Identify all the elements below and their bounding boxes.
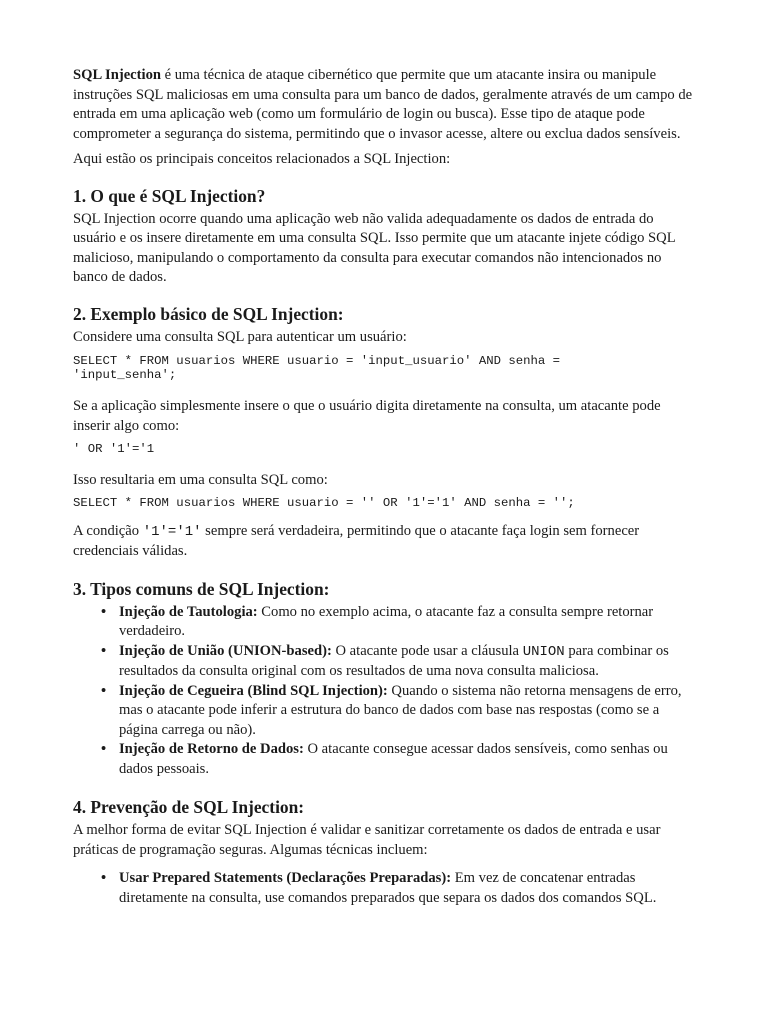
section-3-list <box>73 603 698 780</box>
list-item-blind <box>101 682 698 741</box>
section-1-heading: 1. O que é SQL Injection? <box>73 185 266 206</box>
document-page <box>73 66 698 908</box>
list-item-text: Como no exemplo acima, o atacante faz a consulta sempre retornar verdadeiro. <box>119 603 654 639</box>
list-item-tautology <box>101 603 698 642</box>
bullet: • <box>101 642 107 659</box>
list-item-union <box>101 642 698 682</box>
bullet: • <box>101 682 107 699</box>
list-item-text: Quando o sistema não retorna mensagens de erro, mas o atacante pode inferir a estrutura do banco de dados com base nas respostas (como se a página carrega ou não). <box>119 682 682 738</box>
intro-text: é uma técnica de ataque cibernético que permite que um atacante insira ou manipule instruções SQL maliciosas em uma consulta para um banco de dados, geralmente através de um campo de entrada em uma aplicação web (como um formulário de login ou busca). Esse tipo de ataque pode comprometer a segurança do sistema, permitindo que o invasor acesse, altere ou exclua dados sensíveis. <box>73 67 693 142</box>
intro-term: SQL Injection <box>73 67 161 83</box>
list-item-prepared-statements <box>101 869 698 908</box>
section-2-result-intro: Isso resultaria em uma consulta SQL como: <box>73 472 328 488</box>
section-2-heading: 2. Exemplo básico de SQL Injection: <box>73 303 344 324</box>
bullet: • <box>101 741 107 757</box>
intro-paragraph <box>73 66 698 144</box>
list-item-title: Injeção de Retorno de Dados: <box>119 741 304 757</box>
section-2-explanation: Se a aplicação simplesmente insere o que o usuário digita diretamente na consulta, um atacante pode inserir algo como: <box>73 398 661 434</box>
section-4-text: A melhor forma de evitar SQL Injection é validar e sanitizar corretamente os dados de entrada e usar práticas de programação seguras. Algumas técnicas incluem: <box>73 822 661 858</box>
inline-code-union: UNION <box>522 643 565 660</box>
section-2-conclusion <box>73 522 698 562</box>
section-4-list <box>73 869 698 908</box>
list-item-title: Injeção de Tautologia: <box>119 603 258 620</box>
inline-code-condition: '1'='1' <box>142 523 202 540</box>
bullet: • <box>101 603 107 620</box>
conclusion-post: sempre será verdadeira, permitindo que o atacante faça login sem fornecer credenciais válidas. <box>73 522 640 559</box>
list-item-text: O atacante pode usar a cláusula <box>331 642 523 659</box>
list-item-title: Injeção de União (UNION-based): <box>119 642 332 659</box>
bullet: • <box>101 870 107 886</box>
code-block-result: SELECT * FROM usuarios WHERE usuario = '' OR '1'='1' AND senha = ''; <box>73 495 575 510</box>
list-item-title: Injeção de Cegueira (Blind SQL Injection): <box>119 682 388 699</box>
section-1-text: SQL Injection ocorre quando uma aplicação web não valida adequadamente os dados de entrada do usuário e os insere diretamente em uma consulta SQL. Isso permite que um atacante injete código SQL malicioso, manipulando o comportamento da consulta para executar comandos não intencionados no banco de dados. <box>73 210 676 285</box>
section-4-heading: 4. Prevenção de SQL Injection: <box>73 797 305 817</box>
list-item-text: Em vez de concatenar entradas diretamente na consulta, use comandos preparados que separa os dados dos comandos SQL. <box>119 870 657 906</box>
section-2-intro: Considere uma consulta SQL para autenticar um usuário: <box>73 328 407 345</box>
code-block-payload: ' OR '1'='1 <box>73 442 155 456</box>
list-item-data-return <box>101 740 698 779</box>
list-item-text: O atacante consegue acessar dados sensíveis, como senhas ou dados pessoais. <box>119 741 668 777</box>
conclusion-pre: A condição <box>73 522 143 539</box>
list-item-title: Usar Prepared Statements (Declarações Preparadas): <box>119 870 452 886</box>
intro-lead: Aqui estão os principais conceitos relacionados a SQL Injection: <box>73 151 451 167</box>
list-item-text: para combinar os resultados da consulta original com os resultados de uma nova consulta maliciosa. <box>119 642 669 679</box>
section-3-heading: 3. Tipos comuns de SQL Injection: <box>73 578 330 599</box>
code-block-query: SELECT * FROM usuarios WHERE usuario = 'input_usuario' AND senha = 'input_senha'; <box>73 354 561 382</box>
